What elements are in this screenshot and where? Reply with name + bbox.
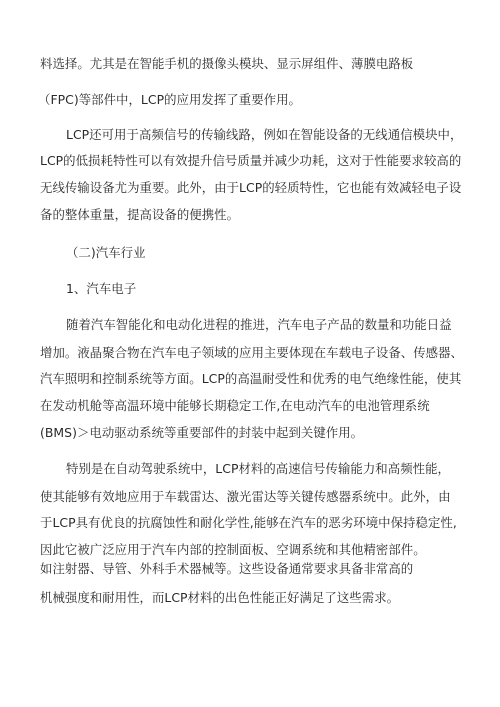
paragraph-line: 汽车照明和控制系统等方面。LCP的高温耐受性和优秀的电气绝缘性能，使其 (40, 371, 462, 386)
subsection-heading: 1、汽车电子 (66, 281, 137, 296)
paragraph-line: 特别是在自动驾驶系统中，LCP材料的高速信号传输能力和高频性能， (66, 461, 450, 476)
paragraph-line: 因此它被广泛应用于汽车内部的控制面板、空调系统和其他精密部件。 (40, 542, 426, 557)
paragraph-line: 无线传输设备尤为重要。此外，由于LCP的轻质特性，它也能有效减轻电子设 (40, 180, 462, 195)
paragraph-line: 随着汽车智能化和电动化进程的推进，汽车电子产品的数量和功能日益 (66, 317, 452, 332)
paragraph-line: 料选择。尤其是在智能手机的摄像头模块、显示屏组件、薄膜电路板 (40, 56, 414, 71)
paragraph-line: 增加。液晶聚合物在汽车电子领域的应用主要体现在车载电子设备、传感器、 (40, 345, 463, 360)
paragraph-line: 机械强度和耐用性，而LCP材料的出色性能正好满足了这些需求。 (40, 590, 400, 605)
paragraph-line: （FPC)等部件中，LCP的应用发挥了重要作用。 (38, 92, 301, 107)
paragraph-line: 使其能够有效地应用于车载雷达、激光雷达等关键传感器系统中。此外，由 (40, 489, 451, 504)
paragraph-line: 备的整体重量，提高设备的便携性。 (40, 207, 240, 222)
paragraph-line: 如注射器、导管、外科手术器械等。这些设备通常要求具备非常高的 (40, 561, 414, 576)
paragraph-line: LCP还可用于高频信号的传输线路，例如在智能设备的无线通信模块中， (66, 127, 463, 142)
paragraph-line: (BMS)＞电动驱动系统等重要部件的封装中起到关键作用。 (40, 425, 364, 440)
paragraph-line: 于LCP具有优良的抗腐蚀性和耐化学性,能够在汽车的恶劣环境中保持稳定性, (40, 515, 457, 530)
paragraph-line: 在发动机舱等高温环境中能够长期稳定工作,在电动汽车的电池管理系统 (40, 398, 430, 413)
section-heading: （二)汽车行业 (66, 245, 146, 260)
paragraph-line: LCP的低损耗特性可以有效提升信号质量并减少功耗，这对于性能要求较高的 (40, 153, 462, 168)
